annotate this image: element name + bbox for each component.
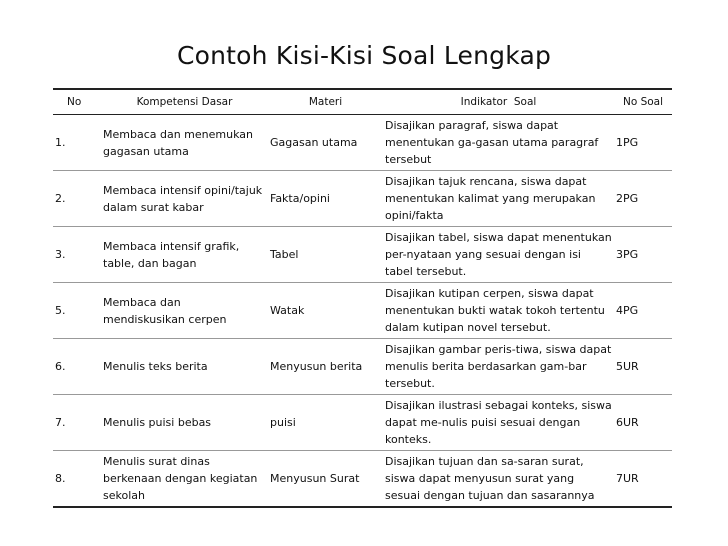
table-row xyxy=(53,339,672,395)
cell-no: 1. xyxy=(53,115,101,171)
cell-materi: puisi xyxy=(268,395,383,451)
cell-no-soal: 3PG xyxy=(614,227,672,283)
cell-no-soal: 5UR xyxy=(614,339,672,395)
cell-no: 6. xyxy=(53,339,101,395)
table-row xyxy=(53,171,672,227)
cell-materi: Fakta/opini xyxy=(268,171,383,227)
cell-no: 2. xyxy=(53,171,101,227)
cell-kompetensi-dasar: Menulis puisi bebas xyxy=(101,395,268,451)
cell-indikator-soal: Disajikan kutipan cerpen, siswa dapat menentukan bukti watak tokoh tertentu dalam kutipan novel tersebut. xyxy=(383,283,614,339)
cell-no-soal: 7UR xyxy=(614,451,672,508)
cell-materi: Menyusun Surat xyxy=(268,451,383,508)
cell-kompetensi-dasar: Menulis surat dinas berkenaan dengan kegiatan sekolah xyxy=(101,451,268,508)
cell-indikator-soal: Disajikan tujuan dan sa-saran surat, siswa dapat menyusun surat yang sesuai dengan tujuan dan sasarannya xyxy=(383,451,614,508)
cell-no-soal: 6UR xyxy=(614,395,672,451)
table-body xyxy=(53,115,672,508)
table-row xyxy=(53,395,672,451)
cell-indikator-soal: Disajikan paragraf, siswa dapat menentukan ga-gasan utama paragraf tersebut xyxy=(383,115,614,171)
cell-kompetensi-dasar: Membaca intensif grafik, table, dan bagan xyxy=(101,227,268,283)
cell-kompetensi-dasar: Membaca dan mendiskusikan cerpen xyxy=(101,283,268,339)
header-row xyxy=(53,89,672,115)
header-kompetensi-dasar: Kompetensi Dasar xyxy=(101,89,268,115)
cell-materi: Gagasan utama xyxy=(268,115,383,171)
cell-indikator-soal: Disajikan ilustrasi sebagai konteks, siswa dapat me-nulis puisi sesuai dengan konteks. xyxy=(383,395,614,451)
cell-kompetensi-dasar: Membaca dan menemukan gagasan utama xyxy=(101,115,268,171)
cell-indikator-soal: Disajikan gambar peris-tiwa, siswa dapat menulis berita berdasarkan gam-bar tersebut. xyxy=(383,339,614,395)
table-row xyxy=(53,451,672,508)
cell-no: 3. xyxy=(53,227,101,283)
cell-indikator-soal: Disajikan tajuk rencana, siswa dapat menentukan kalimat yang merupakan opini/fakta xyxy=(383,171,614,227)
table-header xyxy=(53,89,672,115)
table-row xyxy=(53,227,672,283)
cell-no: 5. xyxy=(53,283,101,339)
cell-no-soal: 2PG xyxy=(614,171,672,227)
header-no-soal: No Soal xyxy=(614,89,672,115)
cell-kompetensi-dasar: Membaca intensif opini/tajuk dalam surat kabar xyxy=(101,171,268,227)
kisi-kisi-table xyxy=(53,88,672,508)
table-row xyxy=(53,115,672,171)
cell-indikator-soal: Disajikan tabel, siswa dapat menentukan per-nyataan yang sesuai dengan isi tabel tersebut. xyxy=(383,227,614,283)
header-materi: Materi xyxy=(268,89,383,115)
cell-no: 8. xyxy=(53,451,101,508)
cell-no-soal: 4PG xyxy=(614,283,672,339)
cell-no-soal: 1PG xyxy=(614,115,672,171)
page-title: Contoh Kisi-Kisi Soal Lengkap xyxy=(176,41,552,70)
cell-materi: Watak xyxy=(268,283,383,339)
cell-materi: Menyusun berita xyxy=(268,339,383,395)
cell-materi: Tabel xyxy=(268,227,383,283)
table-row xyxy=(53,283,672,339)
header-no: No xyxy=(53,89,101,115)
cell-no: 7. xyxy=(53,395,101,451)
cell-kompetensi-dasar: Menulis teks berita xyxy=(101,339,268,395)
header-indikator-soal: Indikator Soal xyxy=(383,89,614,115)
